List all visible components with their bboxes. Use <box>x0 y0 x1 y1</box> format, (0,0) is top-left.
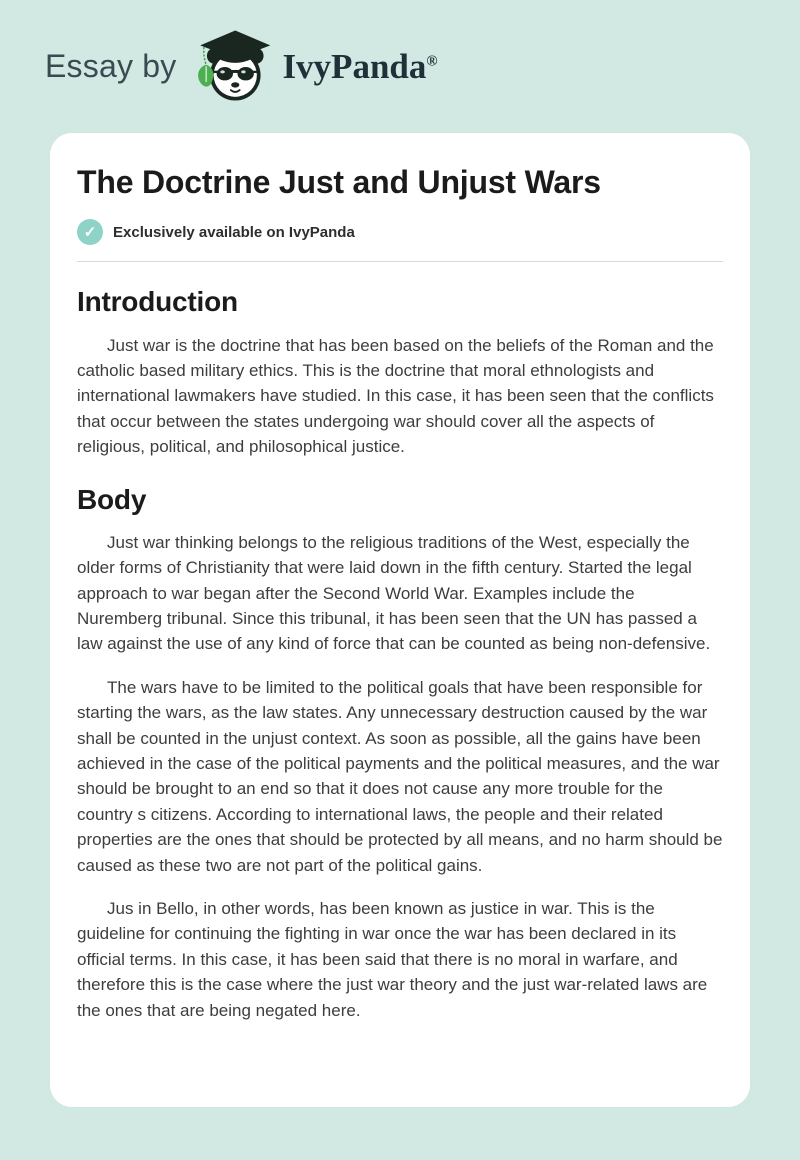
check-icon: ✓ <box>77 219 103 245</box>
section-heading-body: Body <box>77 483 147 515</box>
registered-trademark: ® <box>426 53 438 70</box>
essay-card <box>50 133 750 1107</box>
brand-name: IvyPanda <box>282 47 427 86</box>
panda-graduation-cap-icon <box>192 29 274 105</box>
site-header <box>0 0 800 133</box>
paragraph: Jus in Bello, in other words, has been known as justice in war. This is the guideline for continuing the fighting in war once the war has been declared in its official terms. In this case, it has been said that there is no moral in warfare, and therefore this is the case where the just war theory and the just war-related laws are the ones that are being negated here. <box>77 899 708 1020</box>
section-heading-introduction: Introduction <box>77 286 238 318</box>
divider <box>77 261 723 262</box>
exclusive-badge-label: Exclusively available on IvyPanda <box>113 223 355 241</box>
page-title: The Doctrine Just and Unjust Wars <box>77 164 601 200</box>
exclusive-badge <box>77 219 723 245</box>
paragraph: The wars have to be limited to the political goals that have been responsible for starting the wars, as the law states. Any unnecessary destruction caused by the war shall be counted in the unjust context. As soon as possible, all the gains have been achieved in the case of the political payments and the political measures, and the war should be brought to an end so that it does not cause any more trouble for the country s citizens. According to international laws, the people and their related properties are the ones that should be protected by all means, and no harm should be caused as these two are not part of the political gains. <box>77 677 723 875</box>
essay-by-label: Essay by <box>45 48 177 84</box>
paragraph: Just war thinking belongs to the religious traditions of the West, especially the older forms of Christianity that were laid down in the fifth century. Started the legal approach to war began after the Second World War. Examples include the Nuremberg tribunal. Since this tribunal, it has been seen that the UN has passed a law against the use of any kind of force that can be counted as being non-defensive. <box>77 532 711 654</box>
paragraph: Just war is the doctrine that has been based on the beliefs of the Roman and the catholic based military ethics. This is the doctrine that moral ethnologists and international lawmakers have studied. In this case, it has been seen that the conflicts that occur between the states undergoing war should cover all the aspects of religious, political, and philosophical justice. <box>77 335 714 457</box>
brand-wordmark <box>282 49 437 84</box>
